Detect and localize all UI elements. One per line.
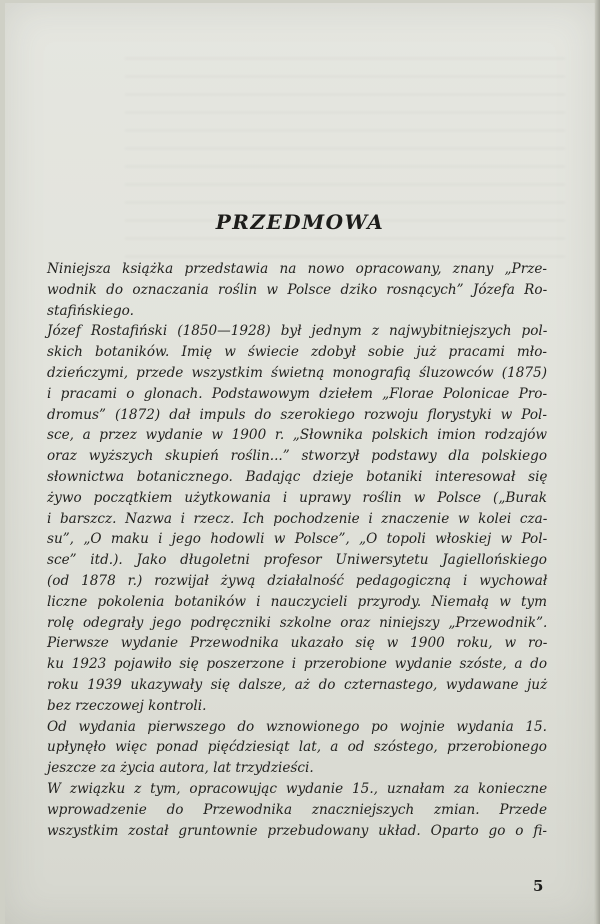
text-line: dzieńczymi, przede wszystkim świetną monografią śluzowców (1875) bbox=[47, 364, 547, 381]
text-line: i barszcz. Nazwa i rzecz. Ich pochodzenie i znaczenie w kolei cza- bbox=[47, 510, 548, 527]
body-text bbox=[47, 259, 547, 841]
text-line: stafińskiego. bbox=[47, 302, 134, 319]
text-line: W związku z tym, opracowując wydanie 15., uznałam za konieczne bbox=[47, 780, 548, 797]
text-line: Niniejsza książka przedstawia na nowo opracowany, znany „Prze- bbox=[47, 261, 547, 277]
text-line: (od 1878 r.) rozwijał żywą działalność pedagogiczną i wychował bbox=[47, 572, 548, 589]
text-line: wszystkim został gruntownie przebudowany układ. Oparto go o fi- bbox=[47, 822, 547, 839]
text-line: dromus” (1872) dał impuls do szerokiego rozwoju florystyki w Pol- bbox=[47, 406, 547, 423]
text-line: jeszcze za życia autora, lat trzydzieści. bbox=[47, 760, 314, 777]
text-line: Pierwsze wydanie Przewodnika ukazało się w 1900 roku, w ro- bbox=[47, 635, 548, 652]
text-line: rolę odegrały jego podręczniki szkolne oraz niniejszy „Przewodnik”. bbox=[47, 614, 548, 631]
text-line: i pracami o glonach. Podstawowym dziełem „Florae Polonicae Pro- bbox=[47, 385, 548, 402]
text-line: wodnik do oznaczania roślin w Polsce dziko rosnących” Józefa Ro- bbox=[47, 281, 548, 298]
text-line: Józef Rostafiński (1850—1928) był jednym z najwybitniejszych pol- bbox=[47, 323, 548, 340]
text-line: słownictwa botanicznego. Badając dzieje botaniki interesował się bbox=[47, 468, 548, 485]
text-line: skich botaników. Imię w świecie zdobył sobie już pracami mło- bbox=[47, 344, 547, 361]
text-line: upłynęło więc ponad pięćdziesiąt lat, a od szóstego, przerobionego bbox=[47, 739, 547, 756]
page-edge-shadow bbox=[594, 0, 600, 924]
text-line: su”, „O maku i jego hodowli w Polsce”, „O topoli włoskiej w Pol- bbox=[47, 531, 548, 548]
text-line: żywo początkiem użytkowania i uprawy roślin w Polsce („Burak bbox=[47, 489, 547, 506]
text-line: bez rzeczowej kontroli. bbox=[47, 697, 207, 714]
page-number: 5 bbox=[533, 877, 544, 895]
text-line: Od wydania pierwszego do wznowionego po wojnie wydania 15. bbox=[47, 718, 547, 735]
text-line: sce” itd.). Jako długoletni profesor Uniwersytetu Jagiellońskiego bbox=[47, 552, 547, 569]
text-line: sce, a przez wydanie w 1900 r. „Słownika polskich imion rodzajów bbox=[47, 427, 548, 444]
page-title: PRZEDMOWA bbox=[215, 210, 385, 234]
text-line: oraz wyższych skupień roślin...” stworzył podstawy dla polskiego bbox=[47, 448, 548, 465]
text-line: liczne pokolenia botaników i nauczycieli przyrody. Niemałą w tym bbox=[47, 593, 547, 610]
text-line: ku 1923 pojawiło się poszerzone i przerobione wydanie szóste, a do bbox=[47, 656, 547, 673]
text-line: roku 1939 ukazywały się dalsze, aż do czternastego, wydawane już bbox=[47, 676, 548, 693]
text-line: wprowadzenie do Przewodnika znaczniejszych zmian. Przede bbox=[47, 801, 547, 818]
